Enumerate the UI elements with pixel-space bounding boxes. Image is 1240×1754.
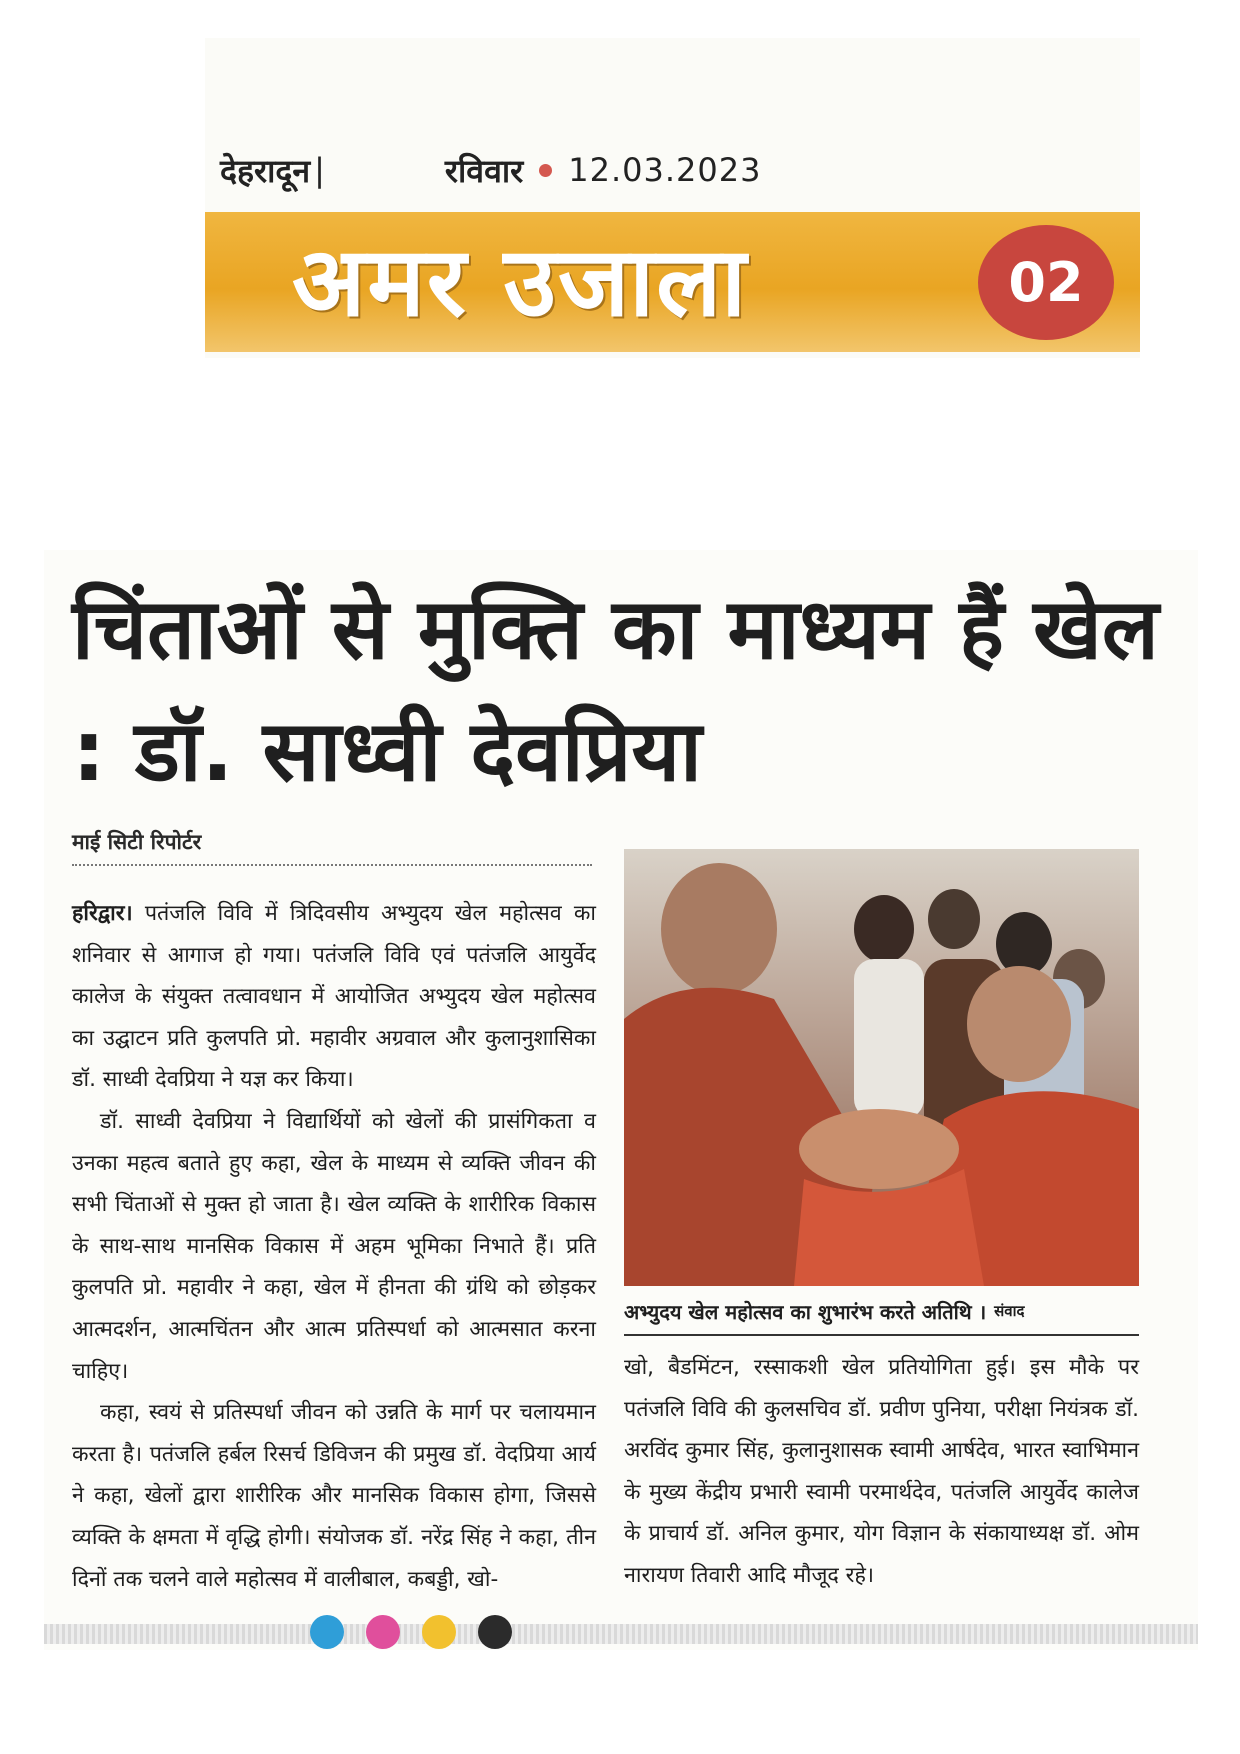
photo-caption	[624, 1288, 1139, 1336]
photo-credit: संवाद	[994, 1302, 1025, 1320]
article-body-left	[72, 893, 596, 1600]
article-paragraph: खो, बैडमिंटन, रस्साकशी खेल प्रतियोगिता हुई। इस मौके पर पतंजलि विवि की कुलसचिव डॉ. प्रवीण पुनिया, परीक्षा नियंत्रक डॉ. अरविंद कुमार सिंह, कुलानुशासक स्वामी आर्षदेव, भारत स्वाभिमान के मुख्य केंद्रीय प्रभारी स्वामी परमार्थदेव, पतंजलि आयुर्वेद कालेज के प्राचार्य डॉ. अनिल कुमार, योग विज्ञान के संकायाध्यक्ष डॉ. ओम नारायण तिवारी आदि मौजूद रहे।	[624, 1355, 1139, 1588]
article-paragraph: कहा, स्वयं से प्रतिस्पर्धा जीवन को उन्नति के मार्ग पर चलायमान करता है। पतंजलि हर्बल रिसर्च डिविजन की प्रमुख डॉ. वेदप्रिया आर्य ने कहा, खेलों द्वारा शारीरिक और मानसिक विकास होगा, जिससे व्यक्ति के क्षमता में वृद्धि होगी। संयोजक डॉ. नरेंद्र सिंह ने कहा, तीन दिनों तक चलने वाले महोत्सव में वालीबाल, कबड्डी, खो-	[72, 1400, 596, 1592]
photo-caption-text: अभ्युदय खेल महोत्सव का शुभारंभ करते अतिथि ।	[624, 1299, 987, 1324]
print-registration-dots	[310, 1615, 512, 1649]
article-paragraph-text: पतंजलि विवि में त्रिदिवसीय अभ्युदय खेल महोत्सव का शनिवार से आगाज हो गया। पतंजलि विवि एवं पतंजलि आयुर्वेद कालेज के संयुक्त तत्वावधान में आयोजित अभ्युदय खेल महोत्सव का उद्घाटन प्रति कुलपति प्रो. महावीर अग्रवाल और कुलानुशासिका डॉ. साध्वी देवप्रिया ने यज्ञ कर किया।	[72, 901, 596, 1093]
registration-dot-magenta-icon	[366, 1615, 400, 1649]
article-byline: माई सिटी रिपोर्टर	[72, 828, 592, 866]
registration-dot-yellow-icon	[422, 1615, 456, 1649]
registration-dot-black-icon	[478, 1615, 512, 1649]
event-photo-illustration	[624, 849, 1139, 1286]
page-number-badge: 02	[978, 225, 1114, 340]
registration-dot-cyan-icon	[310, 1615, 344, 1649]
edition-date: 12.03.2023	[568, 151, 762, 189]
article-headline: चिंताओं से मुक्ति का माध्यम हैं खेल : डॉ. साध्वी देवप्रिया	[72, 580, 1159, 800]
article-dateline-city: हरिद्वार।	[72, 901, 133, 926]
article-paragraph: डॉ. साध्वी देवप्रिया ने विद्यार्थियों को खेलों की प्रासंगिकता व उनका महत्व बताते हुए कहा, खेल के माध्यम से व्यक्ति जीवन की सभी चिंताओं से मुक्त हो जाता है। खेल व्यक्ति के शारीरिक विकास के साथ-साथ मानसिक विकास में अहम भूमिका निभाते हैं। प्रति कुलपति प्रो. महावीर ने कहा, खेल में हीनता की ग्रंथि को छोड़कर आत्मदर्शन, आत्मचिंतन और आत्म प्रतिस्पर्धा को आत्मसात करना चाहिए।	[72, 1108, 596, 1384]
dateline-separator: |	[314, 151, 325, 189]
article-body-right	[624, 1347, 1139, 1597]
dateline-dot-icon	[539, 164, 552, 177]
edition-day: रविवार	[444, 151, 524, 190]
article-photo	[624, 849, 1139, 1286]
dateline	[220, 145, 761, 195]
edition-city: देहरादून	[220, 151, 311, 190]
newspaper-logo: अमर उजाला	[292, 226, 749, 338]
print-registration-strip	[44, 1624, 1198, 1644]
article-paragraph	[72, 893, 596, 1101]
